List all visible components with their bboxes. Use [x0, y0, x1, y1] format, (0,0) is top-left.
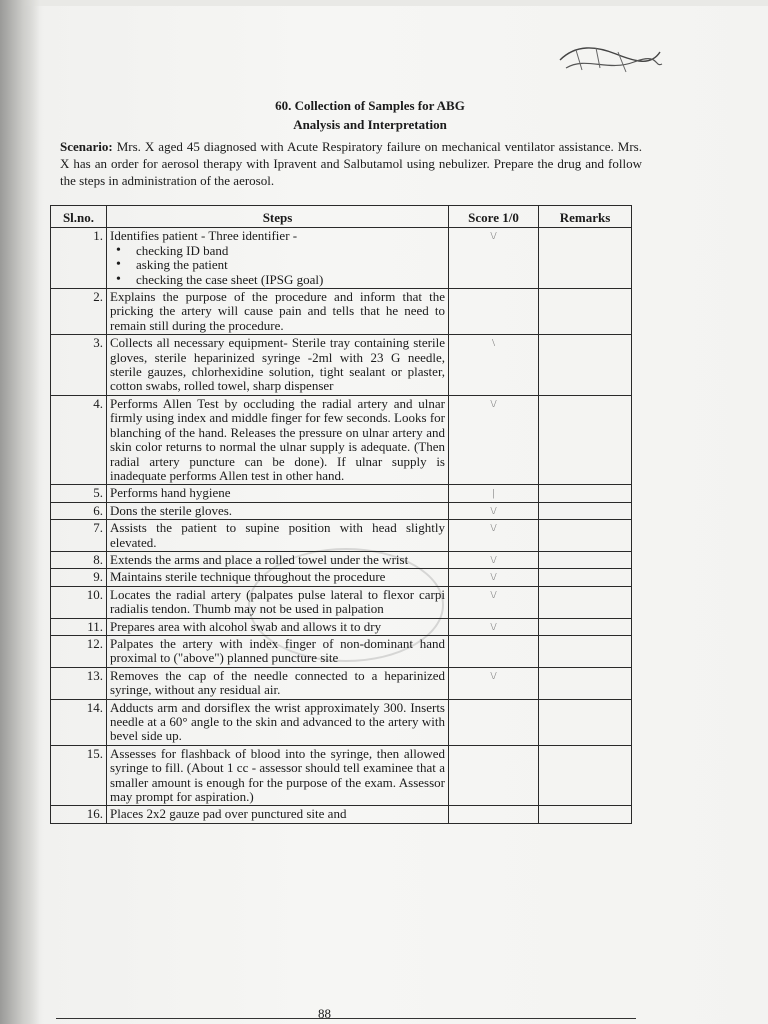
row-remarks [539, 745, 632, 806]
row-number: 5. [51, 485, 107, 502]
list-item: • checking the case sheet (IPSG goal) [136, 273, 445, 287]
row-step: Places 2x2 gauze pad over punctured site and [107, 806, 449, 823]
table-row [51, 485, 632, 502]
row-score: \/ [449, 618, 539, 635]
row-score: \/ [449, 502, 539, 519]
row-number: 16. [51, 806, 107, 823]
row-remarks [539, 667, 632, 699]
row-step: Dons the sterile gloves. [107, 502, 449, 519]
row-score: \ [449, 335, 539, 396]
table-row [51, 699, 632, 745]
row-number: 13. [51, 667, 107, 699]
row-number: 15. [51, 745, 107, 806]
footer-rule [56, 1018, 636, 1019]
scenario-paragraph [60, 138, 642, 189]
row-step: Performs hand hygiene [107, 485, 449, 502]
row-remarks [539, 618, 632, 635]
row-number: 9. [51, 569, 107, 586]
row-remarks [539, 335, 632, 396]
row-step: Maintains sterile technique throughout the procedure [107, 569, 449, 586]
row-score: \/ [449, 667, 539, 699]
table-row [51, 569, 632, 586]
table-row [51, 335, 632, 396]
row-step: Adducts arm and dorsiflex the wrist approximately 300. Inserts needle at a 60° angle to the skin and advanced to the artery with bevel side up. [107, 699, 449, 745]
table-row [51, 806, 632, 823]
page-number: 88 [318, 1006, 331, 1021]
row-step: Collects all necessary equipment- Sterile tray containing sterile gloves, sterile heparinized syringe -2ml with 23 G needle, sterile gauzes, chlorhexidine solution, tight sealant or plaster, cotton swabs, rolled towel, sharp dispenser [107, 335, 449, 396]
row-score: \/ [449, 228, 539, 289]
row-remarks [539, 551, 632, 568]
page-edge-shadow [0, 0, 40, 1024]
header-slno: Sl.no. [51, 206, 107, 228]
row-step: Assists the patient to supine position with head slightly elevated. [107, 520, 449, 552]
row-score: \/ [449, 569, 539, 586]
table-row [51, 228, 632, 289]
row-number: 12. [51, 635, 107, 667]
scenario-label: Scenario: [60, 139, 113, 154]
row-score [449, 635, 539, 667]
row-remarks [539, 485, 632, 502]
table-row [51, 635, 632, 667]
row-step: Removes the cap of the needle connected to a heparinized syringe, without any residual air. [107, 667, 449, 699]
row-score: \/ [449, 551, 539, 568]
row-score: | [449, 485, 539, 502]
table-row [51, 667, 632, 699]
row-step: Palpates the artery with index finger of non-dominant hand proximal to ("above") planned puncture site [107, 635, 449, 667]
table-row [51, 745, 632, 806]
row-number: 2. [51, 289, 107, 335]
scenario-text: Mrs. X aged 45 diagnosed with Acute Respiratory failure on mechanical ventilator assistance. Mrs. X has an order for aerosol therapy with Ipravent and Salbutamol using nebulizer. Prepare the drug and follow the steps in administration of the aerosol. [60, 139, 642, 188]
header-remarks: Remarks [539, 206, 632, 228]
row-number: 14. [51, 699, 107, 745]
row-step: Assesses for flashback of blood into the syringe, then allowed syringe to fill. (About 1 cc - assessor should tell examinee that a smaller amount is enough for the purpose of the exam. Assessor may prompt for aspiration.) [107, 745, 449, 806]
row-number: 3. [51, 335, 107, 396]
row-score [449, 745, 539, 806]
header-steps: Steps [107, 206, 449, 228]
table-row [51, 551, 632, 568]
title-line-1: 60. Collection of Samples for ABG [275, 98, 465, 113]
row-score: \/ [449, 395, 539, 484]
row-number: 1. [51, 228, 107, 289]
row-number: 10. [51, 586, 107, 618]
row-number: 8. [51, 551, 107, 568]
row-score: \/ [449, 586, 539, 618]
row-step: Extends the arms and place a rolled towel under the wrist [107, 551, 449, 568]
checklist-table [50, 205, 632, 824]
row-remarks [539, 699, 632, 745]
table-row [51, 520, 632, 552]
document-title [150, 96, 590, 134]
table-header-row [51, 206, 632, 228]
table-row [51, 502, 632, 519]
row-remarks [539, 806, 632, 823]
row-step: Performs Allen Test by occluding the radial artery and ulnar firmly using index and middle finger for few seconds. Looks for blanching of the hand. Releases the pressure on ulnar artery and skin color returns to normal the ulnar supply is adequate. (Then radial artery puncture can be done). If ulnar supply is inadequate performs Allen test in other hand. [107, 395, 449, 484]
row-score [449, 806, 539, 823]
row-score [449, 699, 539, 745]
header-score: Score 1/0 [449, 206, 539, 228]
row-number: 7. [51, 520, 107, 552]
title-line-2: Analysis and Interpretation [293, 117, 447, 132]
row-step: Explains the purpose of the procedure and inform that the pricking the artery will cause pain and tells that he need to remain still during the procedure. [107, 289, 449, 335]
row-number: 4. [51, 395, 107, 484]
identifier-list [110, 244, 445, 287]
table-row [51, 289, 632, 335]
table-row [51, 395, 632, 484]
row-score [449, 289, 539, 335]
list-item: • checking ID band [136, 244, 445, 258]
row-score: \/ [449, 520, 539, 552]
handwritten-scribble [556, 38, 666, 80]
row-number: 11. [51, 618, 107, 635]
table-row [51, 586, 632, 618]
row-step-text: Identifies patient - Three identifier - [110, 228, 298, 244]
row-step [107, 228, 449, 289]
row-remarks [539, 569, 632, 586]
row-step: Prepares area with alcohol swab and allows it to dry [107, 618, 449, 635]
row-remarks [539, 520, 632, 552]
row-remarks [539, 635, 632, 667]
row-remarks [539, 502, 632, 519]
row-remarks [539, 395, 632, 484]
row-remarks [539, 289, 632, 335]
row-remarks [539, 228, 632, 289]
list-item: • asking the patient [136, 258, 445, 272]
row-remarks [539, 586, 632, 618]
table-row [51, 618, 632, 635]
row-step: Locates the radial artery (palpates pulse lateral to flexor carpi radialis tendon. Thumb may not be used in palpation [107, 586, 449, 618]
row-number: 6. [51, 502, 107, 519]
